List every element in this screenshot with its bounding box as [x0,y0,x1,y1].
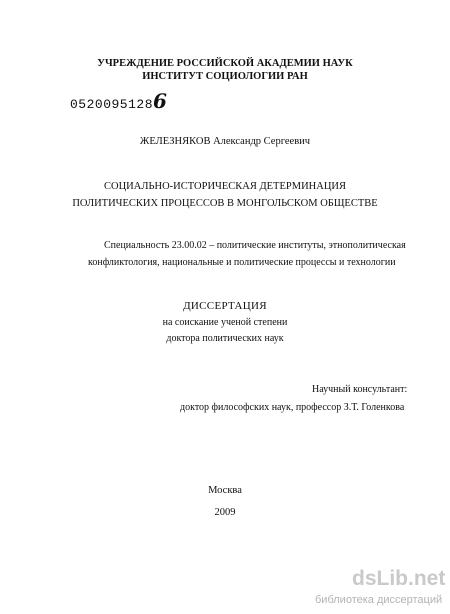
institution-line-1: УЧРЕЖДЕНИЕ РОССИЙСКОЙ АКАДЕМИИ НАУК [97,58,353,69]
dissertation-title-line-2: ПОЛИТИЧЕСКИХ ПРОЦЕССОВ В МОНГОЛЬСКОМ ОБЩЕСТВЕ [72,198,378,209]
city: Москва [208,485,242,496]
advisor-label: Научный консультант: [312,384,408,395]
watermark-logo: dsLib.net [352,567,446,590]
work-type: ДИССЕРТАЦИЯ [183,300,267,312]
specialty-line-2: конфликтология, национальные и политические процессы и технологии [88,257,396,268]
degree-line-2: доктора политических наук [166,333,284,344]
registration-number-printed: 0520095128 [70,97,154,112]
registration-number-handwritten: 6 [153,89,167,113]
institution-line-2: ИНСТИТУТ СОЦИОЛОГИИ РАН [142,71,308,82]
dissertation-title-line-1: СОЦИАЛЬНО-ИСТОРИЧЕСКАЯ ДЕТЕРМИНАЦИЯ [104,181,346,192]
degree-line-1: на соискание ученой степени [162,317,288,328]
advisor-name: доктор философских наук, профессор З.Т. Голенкова [180,402,405,413]
registration-number [70,89,167,113]
year: 2009 [214,507,236,518]
watermark-tagline: библиотека диссертаций [315,594,443,606]
author-name: ЖЕЛЕЗНЯКОВ Александр Сергеевич [139,136,311,147]
specialty-line-1: Специальность 23.00.02 – политические институты, этнополитическая [104,240,406,251]
